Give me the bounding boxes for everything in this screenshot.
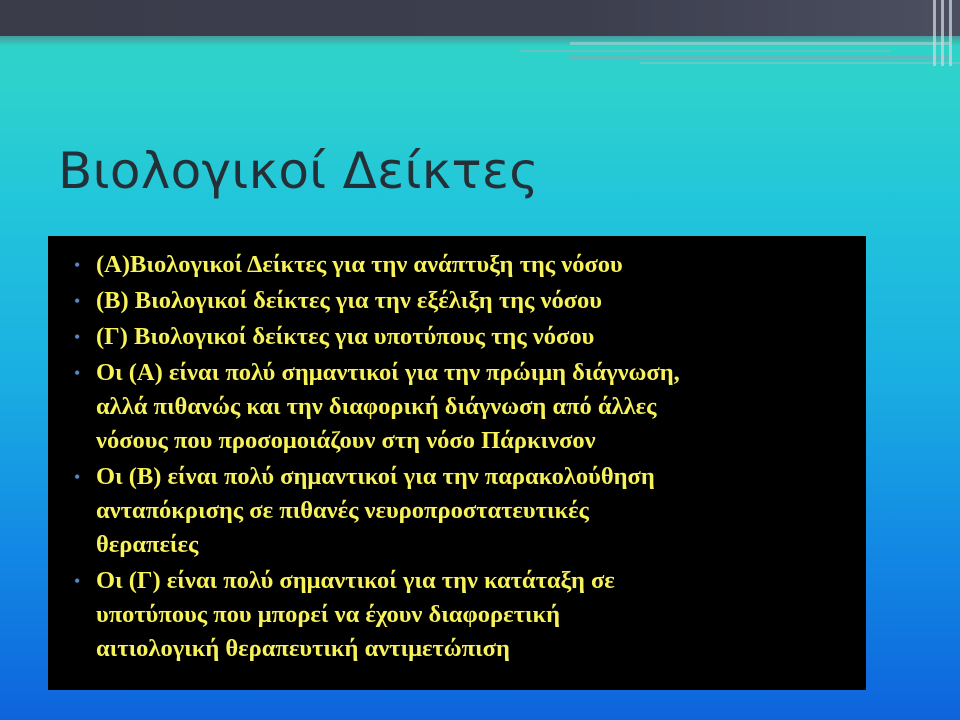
bullet-item	[72, 248, 842, 282]
bullet-text-line: (Γ) Βιολογικοί δείκτες για υποτύπους της νόσου	[96, 323, 595, 350]
bullet-text-line: Οι (Β) είναι πολύ σημαντικοί για την παρακολούθηση	[96, 463, 655, 490]
bullet-dot-icon: •	[74, 571, 81, 591]
accent-line	[570, 56, 950, 60]
bullet-text-line: (Α)Βιολογικοί Δείκτες για την ανάπτυξη της νόσου	[96, 251, 623, 278]
bullet-text-line: νόσους που προσομοιάζουν στη νόσο Πάρκινσον	[96, 427, 596, 454]
bullet-list	[72, 248, 842, 666]
content-box	[48, 236, 866, 690]
bullet-item	[72, 284, 842, 318]
vertical-bar	[933, 0, 936, 66]
bullet-dot-icon: •	[74, 363, 81, 383]
bullet-text-line: θεραπείες	[96, 531, 199, 558]
bullet-text-line: υποτύπους που μπορεί να έχουν διαφορετική	[96, 601, 560, 628]
bullet-text-line: αλλά πιθανώς και την διαφορική διάγνωση από άλλες	[96, 393, 657, 420]
bullet-dot-icon: •	[74, 255, 81, 275]
bullet-text-line: (Β) Βιολογικοί δείκτες για την εξέλιξη της νόσου	[96, 287, 602, 314]
bullet-dot-icon: •	[74, 291, 81, 311]
bullet-text-line: ανταπόκρισης σε πιθανές νευροπροστατευτικές	[96, 497, 589, 524]
bullet-item	[72, 460, 842, 562]
top-decorative-band	[0, 0, 960, 36]
vertical-bar	[949, 0, 952, 66]
accent-line	[520, 50, 890, 52]
decorative-vertical-bars	[933, 0, 952, 66]
bullet-item	[72, 320, 842, 354]
accent-line	[640, 62, 960, 64]
slide-title: Βιολογικοί Δείκτες	[58, 142, 539, 200]
bullet-item	[72, 564, 842, 666]
bullet-text-line: Οι (Α) είναι πολύ σημαντικοί για την πρώιμη διάγνωση,	[96, 359, 680, 386]
bullet-dot-icon: •	[74, 327, 81, 347]
bullet-item	[72, 356, 842, 458]
bullet-dot-icon: •	[74, 467, 81, 487]
accent-line	[570, 42, 950, 45]
bullet-text-line: Οι (Γ) είναι πολύ σημαντικοί για την κατάταξη σε	[96, 567, 615, 594]
bullet-text-line: αιτιολογική θεραπευτική αντιμετώπιση	[96, 635, 510, 662]
vertical-bar	[941, 0, 944, 66]
